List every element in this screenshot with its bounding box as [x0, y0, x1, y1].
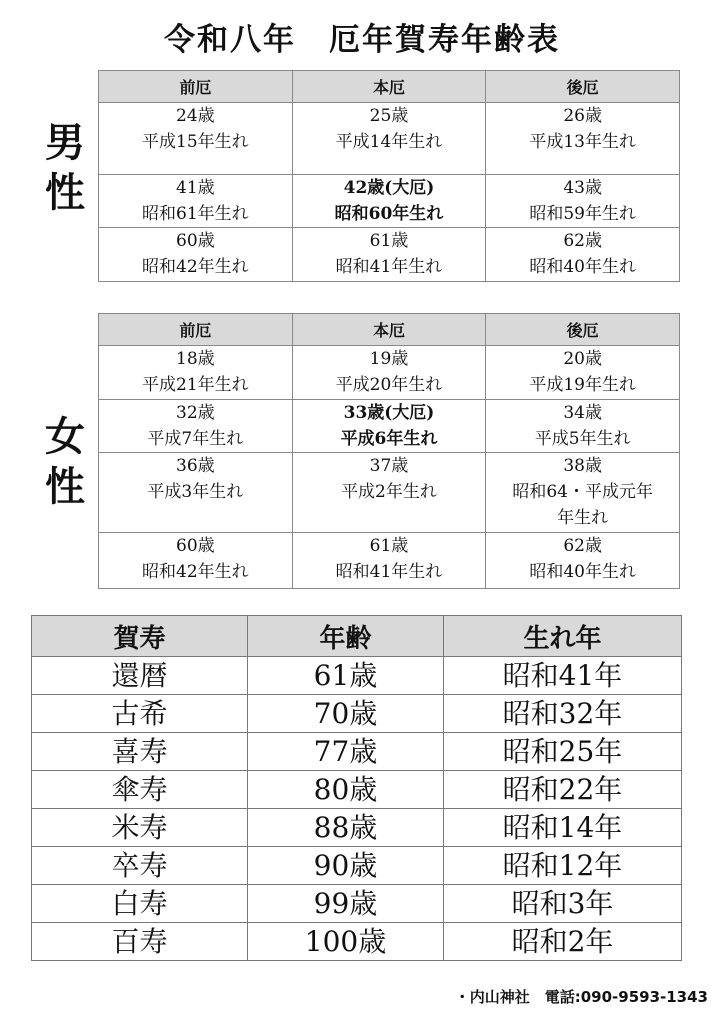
male-label: 男 性 [45, 119, 85, 216]
header-honyaku: 本厄 [292, 71, 486, 103]
table-cell: 61歳 昭和41年生れ [292, 228, 486, 282]
table-row: 喜寿 77歳 昭和25年 [32, 733, 682, 771]
header-atoyaku: 後厄 [486, 314, 680, 346]
table-row: 卒寿 90歳 昭和12年 [32, 847, 682, 885]
table-row: 古希 70歳 昭和32年 [32, 695, 682, 733]
table-cell: 62歳 昭和40年生れ [486, 533, 680, 589]
shrine-contact: ・内山神社 電話:090-9593-1343 [454, 988, 708, 1006]
female-label: 女 性 [45, 413, 85, 510]
table-cell: 26歳 平成13年生れ [486, 103, 680, 175]
table-cell: 38歳 昭和64・平成元年 年生れ [486, 453, 680, 533]
table-cell: 60歳 昭和42年生れ [99, 228, 293, 282]
table-row [99, 228, 680, 282]
table-row: 還暦 61歳 昭和41年 [32, 657, 682, 695]
table-cell-taiyaku: 42歳(大厄) 昭和60年生れ [292, 175, 486, 228]
female-yakudoshi-table [98, 313, 680, 589]
header-age: 年齢 [248, 616, 444, 657]
table-row [99, 103, 680, 175]
table-row: 白寿 99歳 昭和3年 [32, 885, 682, 923]
kaju-table [31, 615, 682, 961]
header-maeyaku: 前厄 [99, 71, 293, 103]
table-row [99, 346, 680, 400]
header-atoyaku: 後厄 [486, 71, 680, 103]
table-cell: 20歳 平成19年生れ [486, 346, 680, 400]
table-cell: 60歳 昭和42年生れ [99, 533, 293, 589]
table-cell: 41歳 昭和61年生れ [99, 175, 293, 228]
table-header-row [99, 71, 680, 103]
table-row [99, 533, 680, 589]
table-cell: 62歳 昭和40年生れ [486, 228, 680, 282]
table-cell: 43歳 昭和59年生れ [486, 175, 680, 228]
table-row [99, 453, 680, 533]
header-kaju: 賀寿 [32, 616, 248, 657]
table-header-row [32, 616, 682, 657]
table-header-row [99, 314, 680, 346]
table-cell-taiyaku: 33歳(大厄) 平成6年生れ [292, 400, 486, 453]
table-cell: 24歳 平成15年生れ [99, 103, 293, 175]
table-row [99, 175, 680, 228]
page-title: 令和八年 厄年賀寿年齢表 [164, 22, 560, 58]
table-row: 百寿 100歳 昭和2年 [32, 923, 682, 961]
table-cell: 18歳 平成21年生れ [99, 346, 293, 400]
header-honyaku: 本厄 [292, 314, 486, 346]
male-yakudoshi-table [98, 70, 680, 282]
table-cell: 32歳 平成7年生れ [99, 400, 293, 453]
table-cell: 34歳 平成5年生れ [486, 400, 680, 453]
header-born-year: 生れ年 [444, 616, 682, 657]
table-cell: 25歳 平成14年生れ [292, 103, 486, 175]
table-cell: 36歳 平成3年生れ [99, 453, 293, 533]
table-row [99, 400, 680, 453]
table-cell: 19歳 平成20年生れ [292, 346, 486, 400]
table-row: 米寿 88歳 昭和14年 [32, 809, 682, 847]
table-cell: 61歳 昭和41年生れ [292, 533, 486, 589]
table-row: 傘寿 80歳 昭和22年 [32, 771, 682, 809]
table-cell: 37歳 平成2年生れ [292, 453, 486, 533]
header-maeyaku: 前厄 [99, 314, 293, 346]
